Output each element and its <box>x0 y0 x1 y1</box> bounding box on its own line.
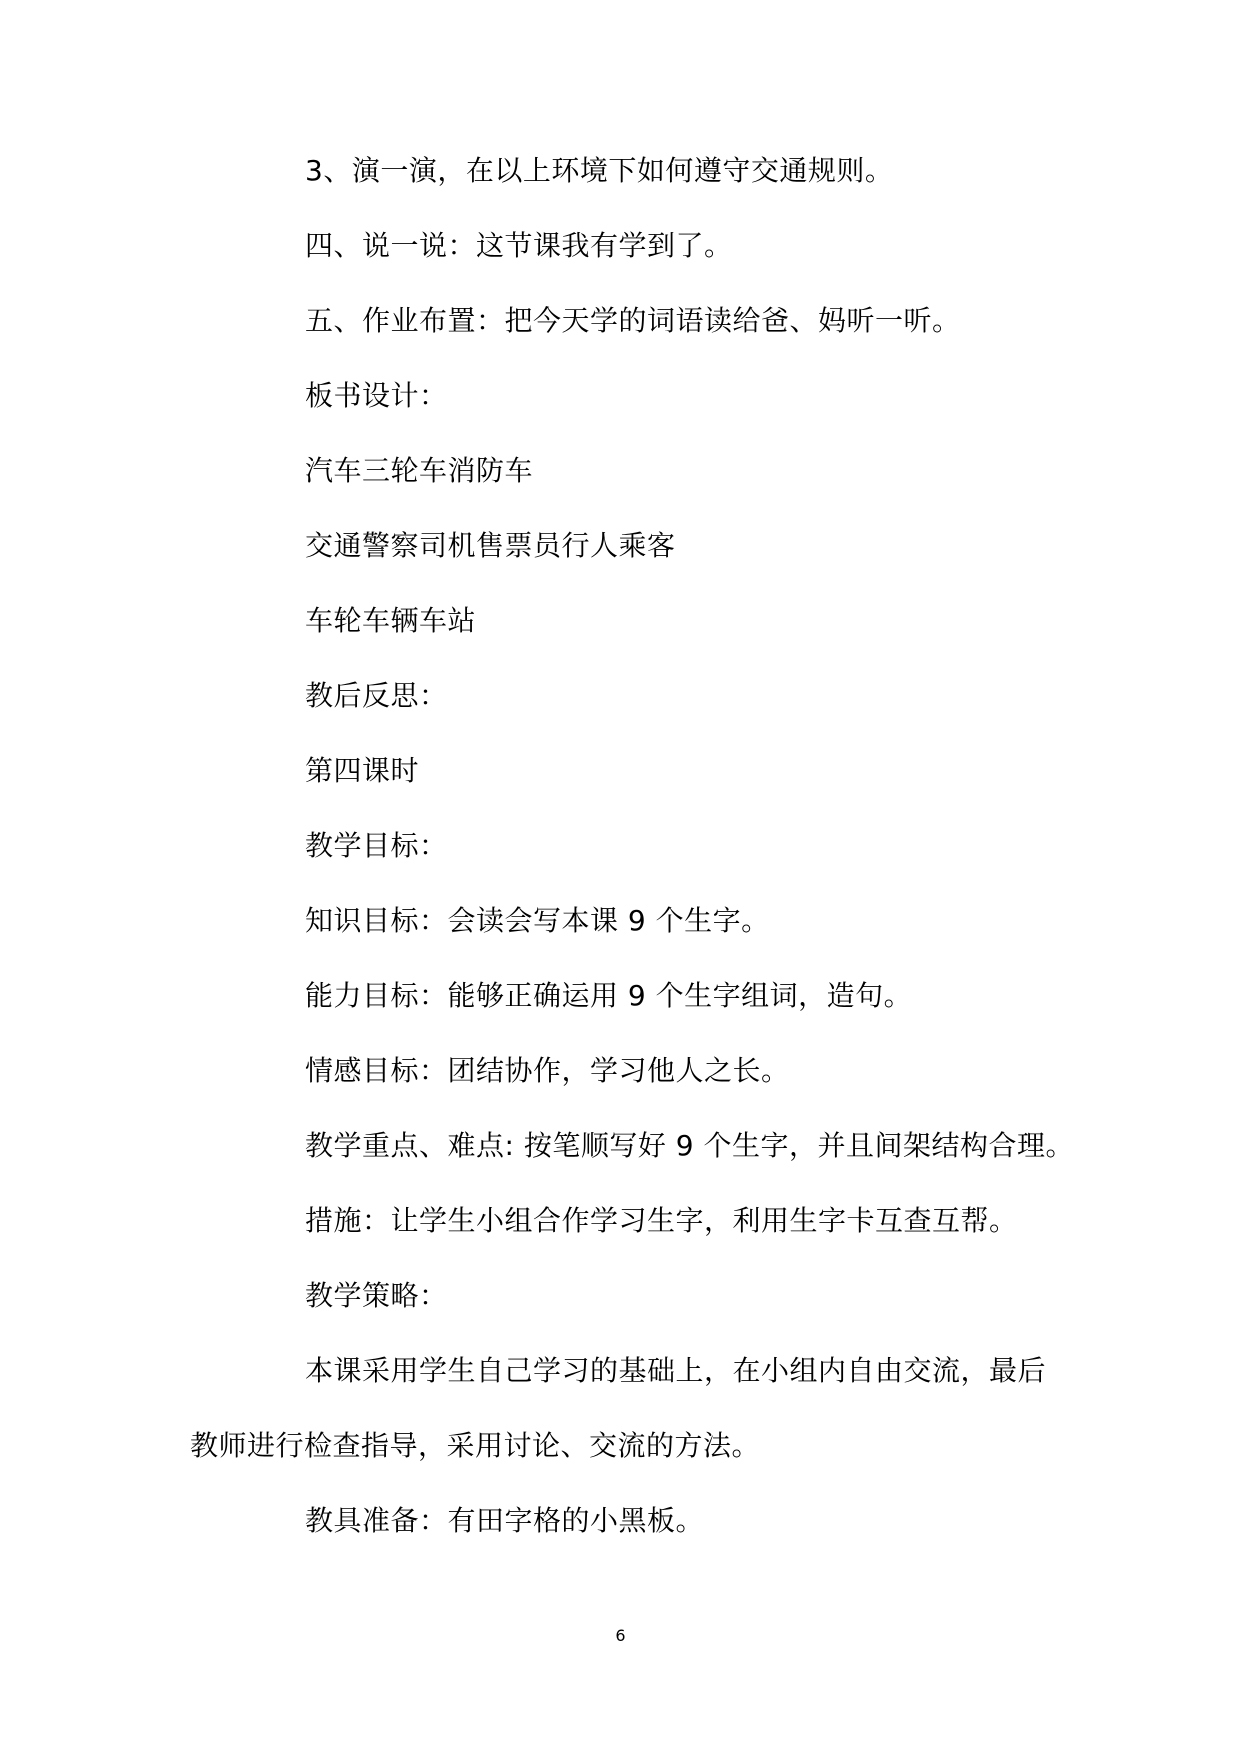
heading-blackboard-design: 板书设计： <box>305 379 448 412</box>
heading-teaching-strategy: 教学策略： <box>305 1279 448 1312</box>
paragraph-measures: 措施：让学生小组合作学习生字，利用生字卡互查互帮。 <box>305 1204 1018 1237</box>
heading-fourth-lesson: 第四课时 <box>305 754 420 787</box>
blackboard-line-vehicles: 汽车三轮车消防车 <box>305 454 534 487</box>
paragraph-teaching-aids: 教具准备：有田字格的小黑板。 <box>305 1504 705 1537</box>
heading-teaching-goals: 教学目标： <box>305 829 448 862</box>
paragraph-emotion-goal: 情感目标：团结协作，学习他人之长。 <box>305 1054 790 1087</box>
paragraph-step-4: 四、说一说：这节课我有学到了。 <box>305 229 733 262</box>
blackboard-line-car-words: 车轮车辆车站 <box>305 604 477 637</box>
paragraph-step-3: 3、演一演，在以上环境下如何遵守交通规则。 <box>305 154 894 187</box>
paragraph-ability-goal: 能力目标：能够正确运用 9 个生字组词，造句。 <box>305 979 913 1012</box>
paragraph-strategy-line-1: 本课采用学生自己学习的基础上，在小组内自由交流，最后 <box>305 1354 1047 1387</box>
paragraph-key-points: 教学重点、难点: 按笔顺写好 9 个生字，并且间架结构合理。 <box>305 1129 1074 1162</box>
paragraph-strategy-line-2: 教师进行检查指导，采用讨论、交流的方法。 <box>190 1429 761 1462</box>
heading-reflection: 教后反思： <box>305 679 448 712</box>
blackboard-line-people: 交通警察司机售票员行人乘客 <box>305 529 676 562</box>
paragraph-knowledge-goal: 知识目标：会读会写本课 9 个生字。 <box>305 904 770 937</box>
page-number: 6 <box>615 1626 626 1645</box>
paragraph-step-5-homework: 五、作业布置：把今天学的词语读给爸、妈听一听。 <box>305 304 961 337</box>
